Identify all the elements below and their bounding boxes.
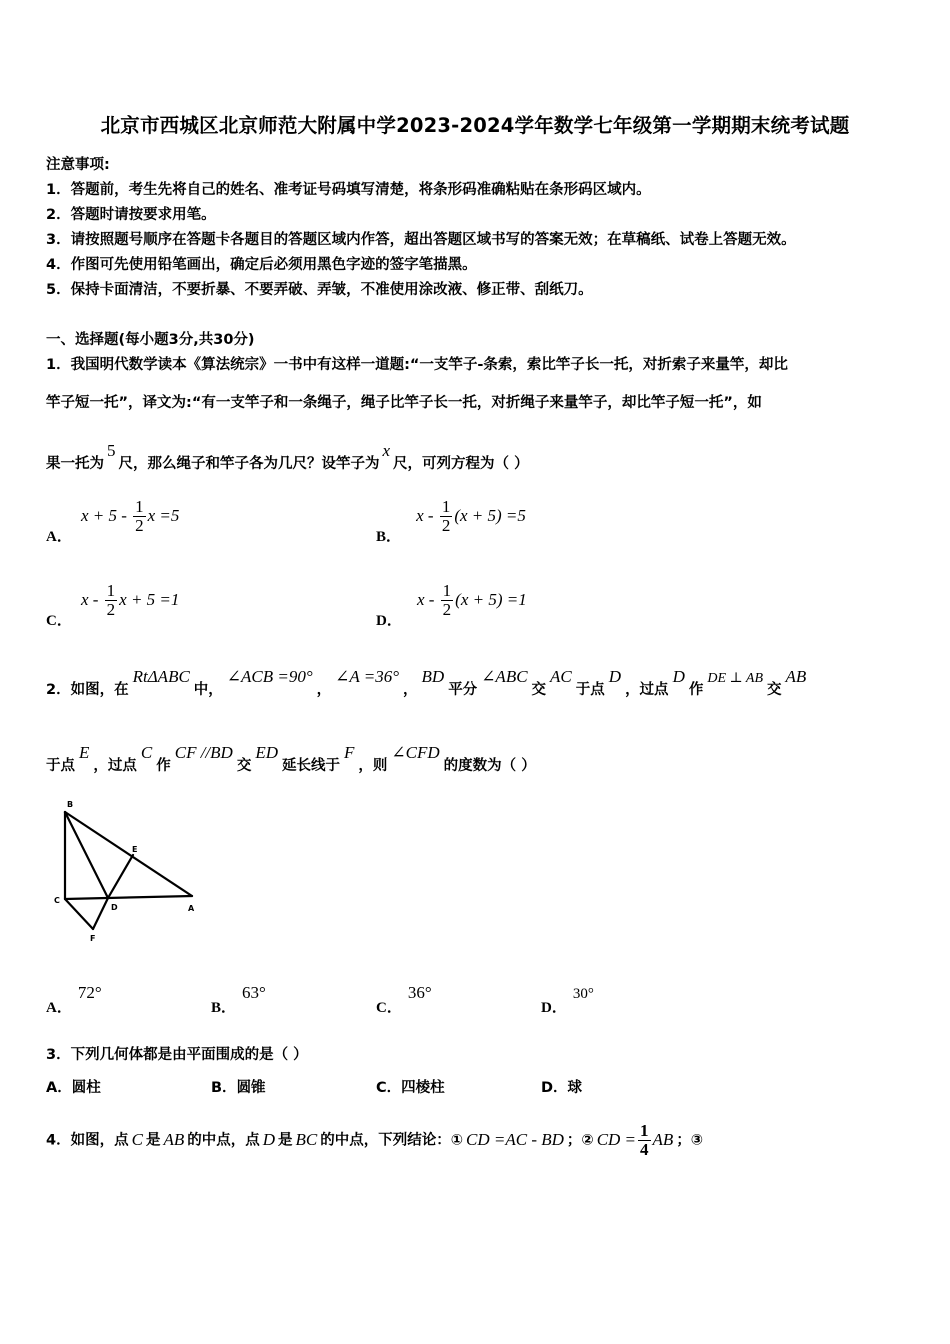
q2-option-c[interactable]: C．36°: [376, 983, 432, 1016]
triangle-figure: [40, 795, 210, 955]
q2-option-d[interactable]: D．30°: [541, 986, 594, 1016]
notice-heading: 注意事项:: [46, 157, 110, 173]
segment-ba: [65, 812, 192, 896]
q2-line2: 于点E，过点C作CF //BD交ED延长线于F，则∠CFD的度数为（ ）: [46, 743, 536, 774]
notice-item: 5．保持卡面清洁，不要折暴、不要弄破、弄皱，不准使用涂改液、修正带、刮纸刀。: [46, 282, 593, 298]
segment-ca: [65, 896, 192, 899]
q1-line3: 果一托为5尺，那么绳子和竿子各为几尺？设竿子为x尺，可列方程为（ ）: [46, 441, 529, 472]
notice-item: 1．答题前，考生先将自己的姓名、准考证号码填写清楚，将条形码准确粘贴在条形码区域内。: [46, 182, 651, 198]
q2-option-b[interactable]: B．63°: [211, 983, 266, 1016]
q1-line1: 1．我国明代数学读本《算法统宗》一书中有这样一道题:“一支竿子-条索，索比竿子长一托，对折索子来量竿，却比: [46, 357, 788, 373]
q3-option-c[interactable]: C．四棱柱: [376, 1080, 445, 1096]
q1-option-d[interactable]: D． x - $\frac{1}{2}$ (x + 5) =1: [376, 581, 527, 629]
label-e: E: [132, 845, 138, 854]
q1-option-a[interactable]: A． x + 5 - $\frac{1}{2}$ x =5: [46, 497, 180, 545]
q3-option-a[interactable]: A．圆柱: [46, 1080, 101, 1096]
label-d: D: [111, 903, 118, 912]
segment-de: [108, 855, 133, 898]
q2-line1: 2．如图，在RtΔABC中，∠ACB =90°，∠A =36°，BD平分∠ABC交AC于点D，过点D作DE ⊥ AB交AB: [46, 667, 807, 698]
segment-bd: [65, 812, 108, 898]
q2-option-a[interactable]: A．72°: [46, 983, 102, 1016]
section-heading: 一、选择题(每小题3分,共30分): [46, 332, 255, 348]
label-c: C: [54, 896, 60, 905]
page-title: 北京市西城区北京师范大附属中学2023-2024学年数学七年级第一学期期末统考试题: [100, 114, 850, 137]
q1-option-c[interactable]: C． x - $\frac{1}{2}$ x + 5 =1: [46, 581, 180, 629]
q3-stem: 3．下列几何体都是由平面围成的是（ ）: [46, 1047, 308, 1063]
q3-option-d[interactable]: D．球: [541, 1080, 583, 1096]
q1-option-b[interactable]: B． x - $\frac{1}{2}$ (x + 5) =5: [376, 497, 526, 545]
segment-df: [93, 898, 108, 929]
q4-line1: 4．如图，点 C 是 AB 的中点，点 D 是 BC 的中点，下列结论：① CD =AC - BD ；② CD = $\frac{1}{4}$ AB ；③: [46, 1121, 704, 1159]
notice-item: 3．请按照题号顺序在答题卡各题目的答题区域内作答，超出答题区域书写的答案无效；在草稿纸、试卷上答题无效。: [46, 232, 796, 248]
label-a: A: [188, 904, 195, 913]
label-f: F: [90, 934, 96, 943]
segment-cf: [65, 899, 93, 929]
q3-option-b[interactable]: B．圆锥: [211, 1080, 266, 1096]
notice-item: 4．作图可先使用铅笔画出，确定后必须用黑色字迹的签字笔描黑。: [46, 257, 477, 273]
q1-line2: 竿子短一托”，译文为:“有一支竿子和一条绳子，绳子比竿子长一托，对折绳子来量竿子，却比竿子短一托”，如: [46, 395, 762, 411]
notice-item: 2．答题时请按要求用笔。: [46, 207, 216, 223]
label-b: B: [67, 800, 74, 809]
